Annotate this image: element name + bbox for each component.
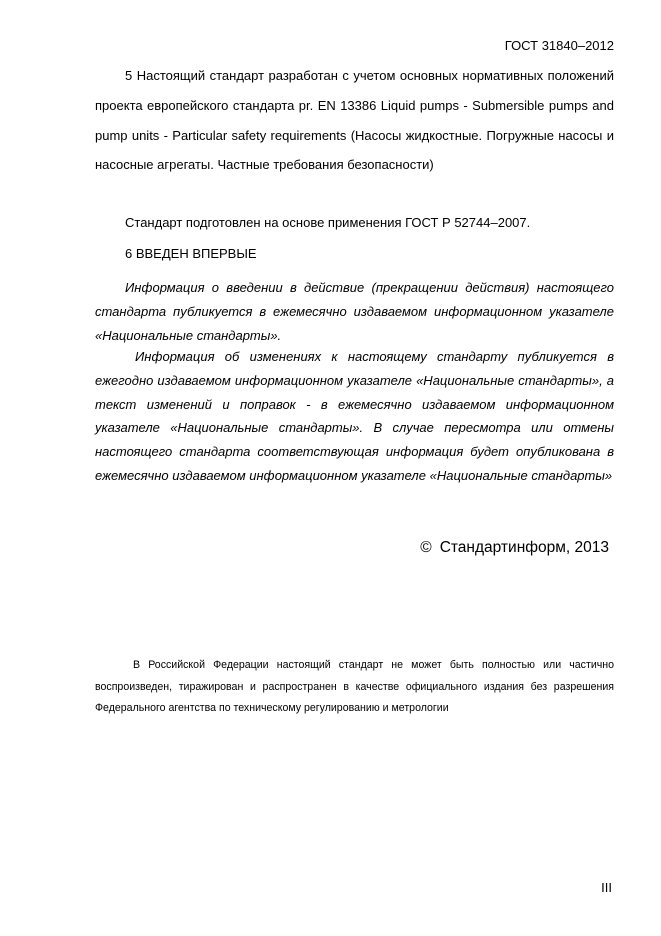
copyright-line xyxy=(420,539,609,557)
rights-notice: В Российской Федерации настоящий стандарт не может быть полностью или частично воспроизведен, тиражирован и распространен в качестве официального издания без разрешения Федерального агентства по техническому регулированию и метрологии xyxy=(95,659,614,714)
standard-code: ГОСТ 31840–2012 xyxy=(504,38,614,53)
item-6-introduced: 6 ВВЕДЕН ВПЕРВЫЕ xyxy=(125,246,257,261)
info-enactment-paragraph: Информация о введении в действие (прекращении действия) настоящего стандарта публикуется в ежемесячно издаваемом информационном указателе «Национальные стандарты». xyxy=(95,280,614,343)
info-changes-paragraph: Информация об изменениях к настоящему стандарту публикуется в ежегодно издаваемом информационном указателе «Национальные стандарты», а текст изменений и поправок - в ежемесячно издаваемом информационном указателе «Национальные стандарты». В случае пересмотра или отмены настоящего стандарта соответствующая информация будет опубликована в ежемесячно издаваемом информационном указателе «Национальные стандарты» xyxy=(95,349,614,483)
basis-note: Стандарт подготовлен на основе применения ГОСТ Р 52744–2007. xyxy=(125,215,531,230)
item-5-paragraph: 5 Настоящий стандарт разработан с учетом основных нормативных положений проекта европейского стандарта pr. EN 13386 Liquid pumps - Submersible pumps and pump units - Particular safety requirements (Насосы жидкостные. Погружные насосы и насосные агрегаты. Частные требования безопасности) xyxy=(95,68,614,173)
copyright-text: Стандартинформ, 2013 xyxy=(439,539,609,556)
page-number: III xyxy=(601,880,612,895)
copyright-symbol: © xyxy=(420,539,432,556)
